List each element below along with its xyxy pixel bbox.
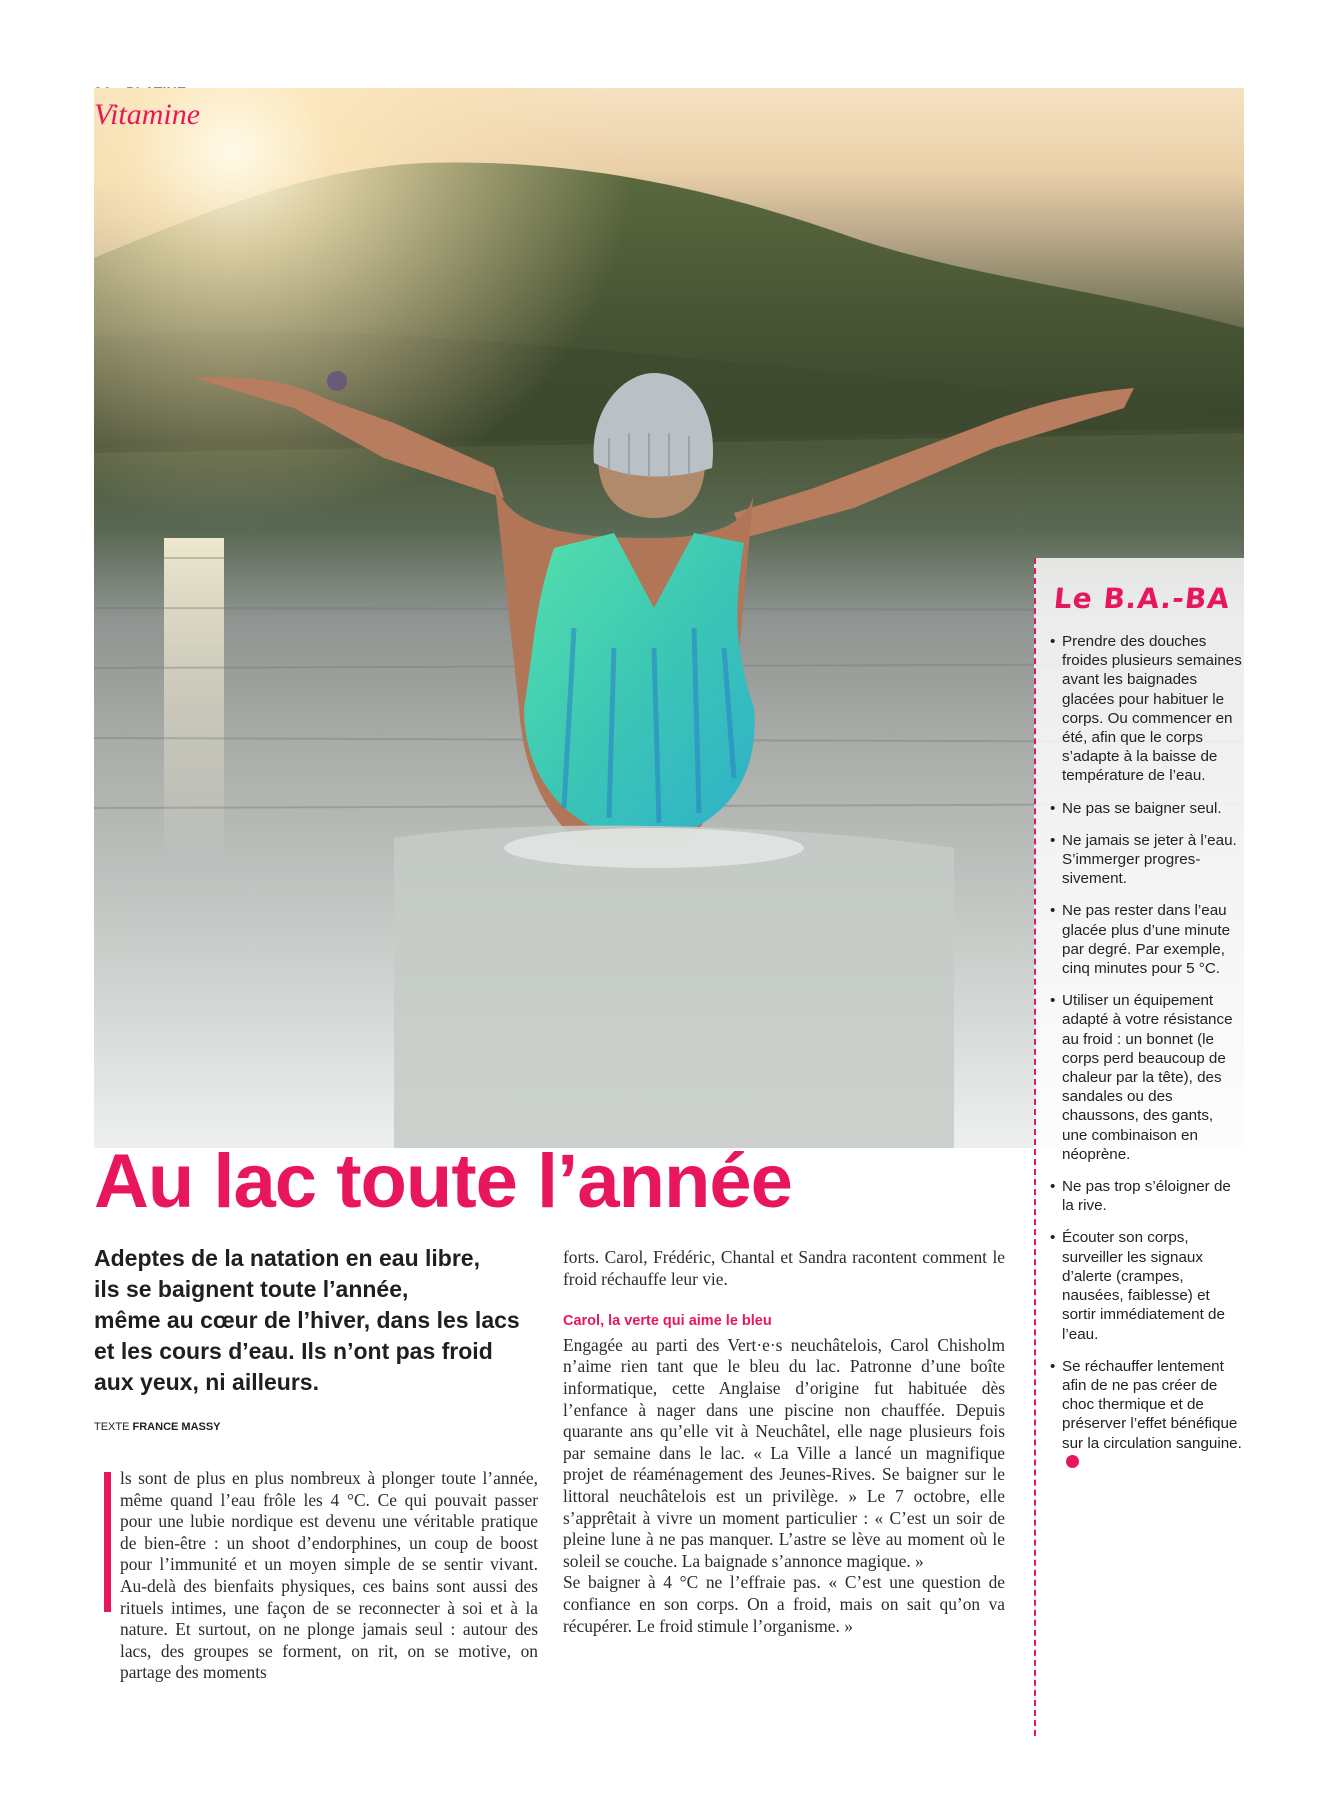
sidebar-item: • Ne pas se baigner seul. — [1050, 799, 1242, 818]
section-rubric: Vitamine — [94, 98, 201, 131]
lead-line: Adeptes de la natation en eau libre, — [94, 1245, 480, 1271]
sidebar-item-text: Se réchauffer lentement afin de ne pas créer de choc thermique et de préserver l’effet bénéfique sur la circulation sanguine. — [1062, 1357, 1242, 1452]
body-column-2 — [563, 1247, 1005, 1637]
lead-line: et les cours d’eau. Ils n’ont pas froid — [94, 1338, 493, 1364]
body-paragraph: Se baigner à 4 °C ne l’effraie pas. « C’est une question de confiance en son corps. On a froid, mais on sait qu’on va récupérer. Le froid stimule l’organisme. » — [563, 1572, 1005, 1636]
tips-sidebar — [1034, 558, 1246, 1736]
end-mark-icon — [1066, 1455, 1079, 1468]
byline-author: FRANCE MASSY — [132, 1421, 221, 1433]
section-subhead: Carol, la verte qui aime le bleu — [563, 1313, 772, 1330]
lead-line: aux yeux, ni ailleurs. — [94, 1369, 319, 1395]
article-lead — [94, 1243, 564, 1398]
sidebar-item: • Utiliser un équipement adapté à votre résistance au froid : un bonnet (le corps perd beaucoup de chaleur par la tête), des sandales ou des chaussons, des gants, une combinaison en néoprène. — [1050, 991, 1242, 1164]
lead-line: ils se baignent toute l’année, — [94, 1276, 409, 1302]
body-paragraph: forts. Carol, Frédéric, Chantal et Sandra racontent comment le froid réchauffe leur vie. — [563, 1247, 1005, 1289]
body-column-1 — [120, 1468, 538, 1684]
sidebar-item: • Écouter son corps, surveiller les signaux d’alerte (crampes, nausées, faiblesse) et sortir immédiatement de l’eau. — [1050, 1228, 1242, 1343]
article-title: Au lac toute l’année — [94, 1139, 792, 1224]
byline — [94, 1421, 221, 1433]
sidebar-item: • Prendre des douches froides plusieurs semaines avant les baignades glacées pour habituer le corps. Ou commencer en été, afin que le corps s’adapte à la baisse de température de l’eau. — [1050, 632, 1242, 786]
lead-line: même au cœur de l’hiver, dans les lacs — [94, 1307, 520, 1333]
sidebar-item: • Ne pas rester dans l’eau glacée plus d’une minute par degré. Par exemple, cinq minutes pour 5 °C. — [1050, 901, 1242, 978]
body-paragraph: Engagée au parti des Vert·e·s neuchâtelois, Carol Chisholm n’aime rien tant que le bleu du lac. Patronne d’une boîte informatique, cette Anglaise d’origine fut habituée dès l’enfance à nager dans une piscine non chauffée. Depuis quarante ans qu’elle vit à Neuchâtel, elle nage plusieurs fois par semaine dans le lac. « La Ville a lancé un magnifique projet de réaménagement des Jeunes-Rives. Se baigner sur le littoral neuchâtelois est un privilège. » Le 7 octobre, elle s’apprêtait à vivre un moment particulier : « C’est un soir de pleine lune à ne pas manquer. L’astre se lève au moment où le soleil se couche. La baignade s’annonce magique. » — [563, 1334, 1005, 1571]
sidebar-item: • Ne jamais se jeter à l’eau. S’immerger progres-sivement. — [1050, 831, 1242, 889]
body-paragraph: ls sont de plus en plus nombreux à plonger toute l’année, même quand l’eau frôle les 4 °C. Ce qui pouvait passer pour une lubie nordique est devenu une véritable pratique de bien-être : un shoot d’endorphines, un coup de boost pour l’immunité et un moyen simple de se sentir vivant. Au-delà des bienfaits physiques, ces bains sont aussi des rituels intimes, une façon de se reconnecter à soi et à la nature. Et surtout, on ne plonge jamais seul : autour des lacs, des groupes se forment, on rit, on se motive, on partage des moments — [120, 1468, 538, 1683]
sidebar-item-last — [1050, 1357, 1242, 1472]
sidebar-item: • Ne pas trop s’éloigner de la rive. — [1050, 1177, 1242, 1215]
byline-label: TEXTE — [94, 1421, 130, 1433]
drop-initial-bar — [104, 1472, 111, 1612]
sidebar-list — [1050, 632, 1242, 1485]
sidebar-title: Le B.A.-BA — [1052, 582, 1232, 615]
